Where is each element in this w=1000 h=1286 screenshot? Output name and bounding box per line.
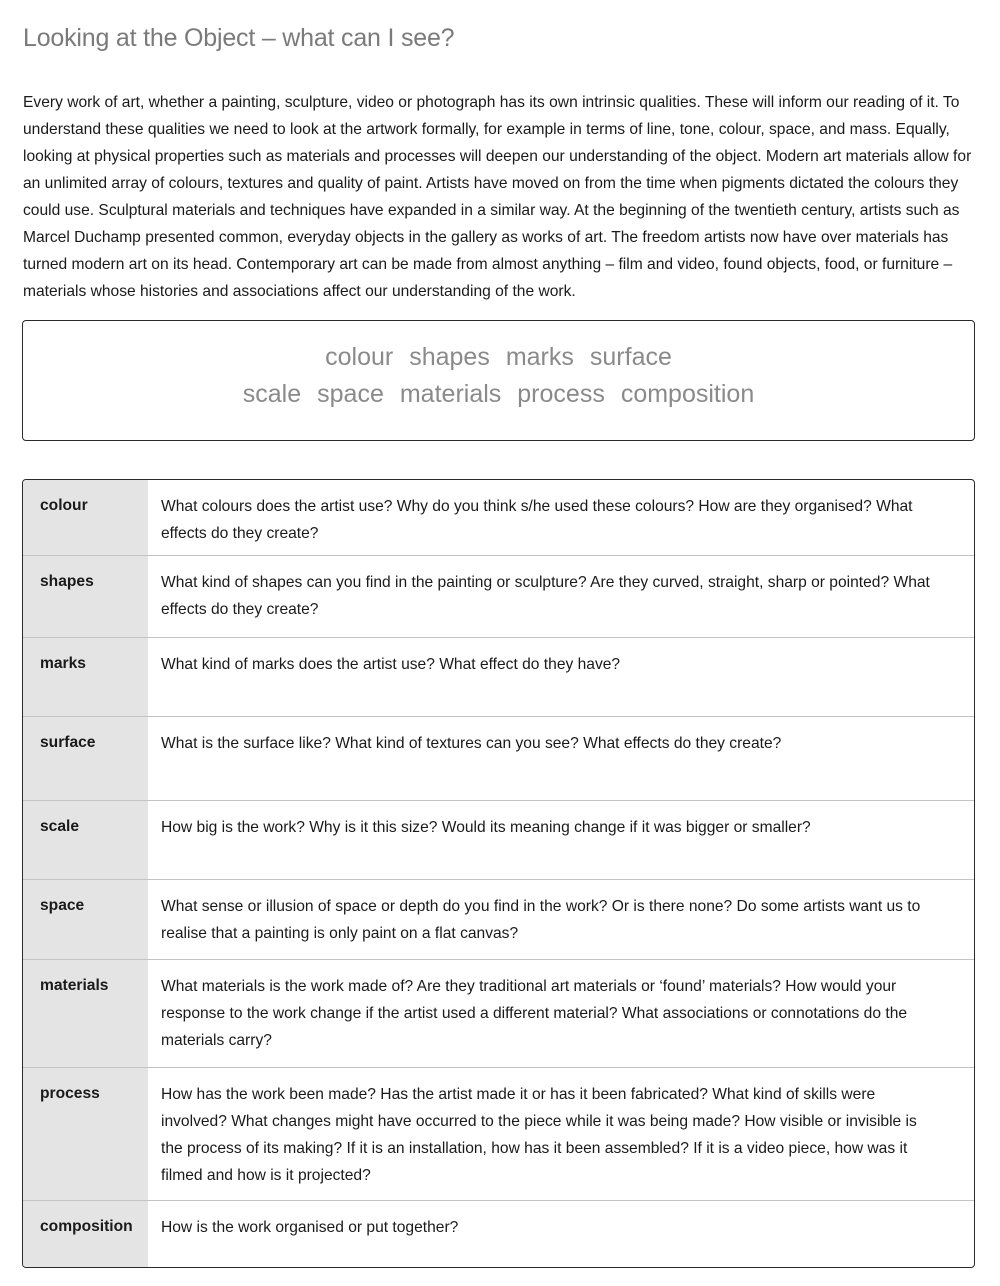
keyword: scale	[242, 380, 302, 408]
table-row	[23, 1067, 974, 1201]
row-questions: How big is the work? Why is it this size? Would its meaning change if it was bigger or smaller?	[161, 819, 811, 836]
row-questions: What sense or illusion of space or depth do you find in the work? Or is there none? Do some artists want us to realise that a painting is only paint on a flat canvas?	[161, 898, 921, 942]
keyword: materials	[399, 380, 502, 408]
keyword-line-1	[23, 343, 974, 372]
keyword-line-2	[23, 380, 974, 409]
keyword: colour	[325, 343, 394, 371]
table-row	[23, 879, 974, 960]
keyword: shapes	[409, 343, 490, 371]
row-term: scale	[23, 801, 148, 880]
row-questions: What kind of shapes can you find in the painting or sculpture? Are they curved, straight, sharp or pointed? What effects do they create?	[161, 574, 930, 618]
table-row	[23, 555, 974, 638]
row-questions: What colours does the artist use? Why do you think s/he used these colours? How are they organised? What effects do they create?	[161, 498, 913, 542]
page-title: Looking at the Object – what can I see?	[23, 24, 455, 52]
keyword: marks	[505, 343, 574, 371]
row-term: marks	[23, 638, 148, 717]
table-row	[23, 480, 974, 555]
row-questions: What is the surface like? What kind of textures can you see? What effects do they create?	[161, 735, 782, 752]
row-term: colour	[23, 480, 148, 555]
table-row	[23, 800, 974, 880]
keyword: process	[517, 380, 605, 408]
row-questions: What kind of marks does the artist use? What effect do they have?	[161, 656, 621, 673]
row-term: shapes	[23, 556, 148, 638]
row-questions: How is the work organised or put together?	[161, 1219, 459, 1236]
row-term: composition	[23, 1201, 148, 1268]
keyword-box	[22, 320, 975, 441]
row-term: process	[23, 1068, 148, 1201]
row-questions: How has the work been made? Has the artist made it or has it been fabricated? What kind of skills were involved? What changes might have occurred to the piece while it was being made? How visible or invisible is the process of its making? If it is an installation, how has it been assembled? If it is a video piece, how was it filmed and how is it projected?	[161, 1086, 917, 1184]
intro-paragraph: Every work of art, whether a painting, sculpture, video or photograph has its own intrinsic qualities. These will inform our reading of it. To understand these qualities we need to look at the artwork formally, for example in terms of line, tone, colour, space, and mass. Equally, looking at physical properties such as materials and processes will deepen our understanding of the object. Modern art materials allow for an unlimited array of colours, textures and quality of paint. Artists have moved on from the time when pigments dictated the colours they could use. Sculptural materials and techniques have expanded in a similar way. At the beginning of the twentieth century, artists such as Marcel Duchamp presented common, everyday objects in the gallery as works of art. The freedom artists now have over materials has turned modern art on its head. Contemporary art can be made from almost anything – film and video, found objects, food, or furniture – materials whose histories and associations affect our understanding of the work.	[23, 94, 972, 300]
table-row	[23, 1200, 974, 1268]
table-row	[23, 637, 974, 717]
table-row	[23, 716, 974, 801]
keyword: surface	[589, 343, 672, 371]
row-term: space	[23, 880, 148, 960]
row-term: surface	[23, 717, 148, 801]
questions-table	[22, 479, 975, 1268]
table-row	[23, 959, 974, 1068]
row-questions: What materials is the work made of? Are they traditional art materials or ‘found’ materials? How would your response to the work change if the artist used a different material? What associations or connotations do the materials carry?	[161, 978, 908, 1049]
keyword: composition	[620, 380, 755, 408]
row-term: materials	[23, 960, 148, 1068]
keyword: space	[317, 380, 384, 408]
